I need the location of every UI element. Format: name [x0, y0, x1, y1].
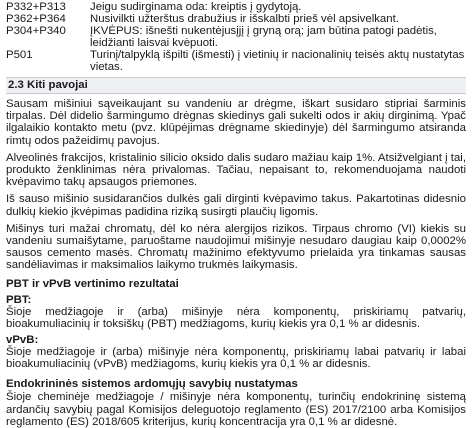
- precaution-text: Jeigu sudirginama oda: kreiptis į gydytoją.: [90, 1, 302, 13]
- hazard-paragraph: Alveolinės frakcijos, kristalinio silicio oksido dalis sudaro mažiau kaip 1%. Atsižvelgiant į tai, produkto ženklinimas nėra privalomas. Tačiau, nepaisant to, rekomenduojama naudoti kvėpavimo takų apsaugos priemones.: [6, 151, 466, 189]
- precaution-code: P332+P313: [6, 1, 66, 13]
- precaution-list: [6, 1, 466, 73]
- endocrine-text: Šioje cheminėje medžiagoje / mišinyje nėra komponentų, turinčių endokrininę sistemą ardančių savybių pagal Komisijos deleguotojo reglamento (ES) 2017/2100 arba Komisijos reglamento (ES) 2018/605 kriterijus, kurių koncentracija yra 0,1 % ar didesnė.: [6, 391, 466, 428]
- hazard-paragraph: Mišinys turi mažai chromatų, dėl ko nėra alergijos rizikos. Tirpaus chromo (VI) kiekis su vandeniu sumaišytame, paruoštame naudojimui mišinyje nesudaro daugiau kaip 0,0002% sausos cemento masės. Chromatų mažinimo efektyvumo prielaida yra tinkamas sausas sandėliavimas ir maksimalios laikymo trukmės laikymasis.: [6, 222, 466, 272]
- section-heading: 2.3 Kiti pavojai: [6, 77, 466, 94]
- precaution-code: P501: [6, 49, 33, 61]
- precaution-code: P304+P340: [6, 25, 66, 37]
- precaution-text: Turinį/talpyklą išpilti (išmesti) į vietinių ir nacionalinių teisės aktų nustatytas vietas.: [90, 49, 465, 73]
- hazard-paragraph: Sausam mišiniui sąveikaujant su vandeniu ar drėgme, iškart susidaro stipriai šarminis tirpalas. Dėl didelio šarmingumo drėgnas skiedinys gali sukelti odos ir akių dirginimą. Ypač ilgalaikio kontakto metu (pvz. klūpėjimas drėgname skiedinyje) dėl šarmingumo atsiranda rimtų odos pažeidimų pavojus.: [6, 98, 466, 147]
- hazard-paragraph: Iš sauso mišinio susidarančios dulkės gali dirginti kvėpavimo takus. Pakartotinas didesnio dulkių kiekio įkvėpimas padidina riziką susirgti plaučių ligomis.: [6, 193, 466, 218]
- sds-page: [0, 1, 474, 428]
- endocrine-heading: Endokrininės sistemos ardomųjų savybių nustatymas: [6, 378, 298, 391]
- precaution-code: P362+P364: [6, 13, 66, 25]
- precaution-row: [6, 49, 466, 73]
- precaution-text: Nusivilkti užterštus drabužius ir išskalbti prieš vėl apsivelkant.: [90, 13, 399, 25]
- vpvb-label: vPvB:: [6, 333, 39, 346]
- precaution-text: ĮKVĖPUS: išnešti nukentėjusįjį į gryną orą; jam būtina patogi padėtis, leidžianti laisvai kvėpuoti.: [90, 25, 437, 49]
- pbt-text: Šioje medžiagoje ir (arba) mišinyje nėra komponentų, priskiriamų patvarių, bioakumuliacinių ir toksiškų (PBT) medžiagoms, kurių kiekis yra 0,1 % ar didesnis.: [6, 306, 466, 331]
- vpvb-text: Šioje medžiagoje ir (arba) mišinyje nėra komponentų, priskiriamų labai patvarių ir labai bioakumuliacinių (vPvB) medžiagoms, kurių kiekis yra 0,1 % ar didesnis.: [6, 346, 466, 371]
- precaution-row: [6, 13, 466, 25]
- precaution-row: [6, 1, 466, 13]
- precaution-row: [6, 25, 466, 49]
- pbt-heading: PBT ir vPvB vertinimo rezultatai: [6, 277, 179, 290]
- pbt-label: PBT:: [6, 293, 32, 306]
